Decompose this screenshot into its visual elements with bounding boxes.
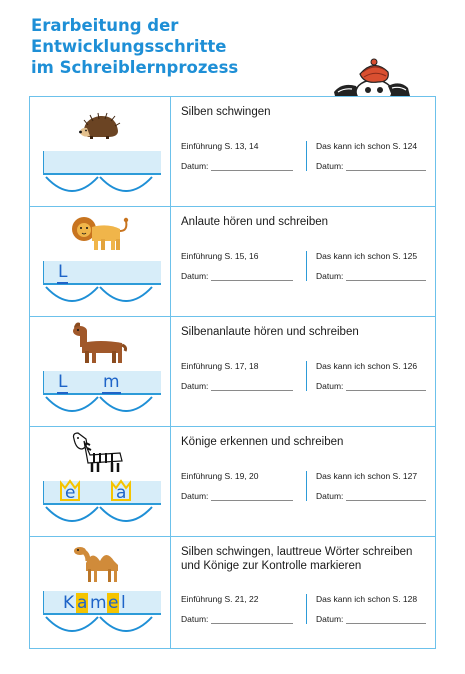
intro-reference: Einführung S. 13, 14	[181, 141, 259, 151]
writing-band	[43, 151, 161, 175]
row-heading-line-1: Silben schwingen, lauttreue Wörter schreiben	[181, 546, 413, 558]
syllable-start-letter: m	[103, 372, 120, 392]
intro-reference: Einführung S. 17, 18	[181, 361, 259, 371]
writing-line-tick	[43, 591, 44, 615]
illustration-cell	[30, 537, 171, 648]
llama-icon	[70, 321, 128, 365]
check-reference: Das kann ich schon S. 124	[316, 141, 418, 151]
intro-reference: Einführung S. 15, 16	[181, 251, 259, 261]
syllable-arcs	[44, 505, 156, 525]
date-field-line[interactable]	[211, 623, 293, 624]
word-letter: l	[121, 593, 126, 613]
date-label: Datum:	[316, 271, 344, 281]
zebra-icon	[70, 431, 128, 473]
writing-line-tick	[43, 151, 44, 175]
intro-reference: Einführung S. 19, 20	[181, 471, 259, 481]
info-cell	[171, 207, 435, 316]
column-separator	[306, 361, 307, 391]
info-cell	[171, 97, 435, 206]
vowel-letter: e	[65, 483, 76, 503]
word-letter-vowel: a	[77, 593, 88, 613]
check-reference: Das kann ich schon S. 126	[316, 361, 418, 371]
date-label: Datum:	[181, 161, 209, 171]
date-field-line[interactable]	[346, 170, 426, 171]
syllable-arcs	[44, 175, 156, 195]
check-reference: Das kann ich schon S. 125	[316, 251, 418, 261]
date-field-line[interactable]	[346, 390, 426, 391]
word-letter: m	[90, 593, 107, 613]
info-cell	[171, 317, 435, 426]
page-title	[31, 15, 361, 78]
table-row	[30, 97, 435, 207]
progress-table	[29, 96, 436, 649]
date-field-line[interactable]	[346, 623, 426, 624]
row-heading	[181, 545, 431, 573]
check-reference: Das kann ich schon S. 127	[316, 471, 418, 481]
date-field-line[interactable]	[211, 500, 293, 501]
vowel-letter: a	[116, 483, 127, 503]
row-heading: Silben schwingen	[181, 106, 271, 118]
date-label: Datum:	[316, 614, 344, 624]
row-heading: Anlaute hören und schreiben	[181, 216, 329, 228]
title-line-1: Erarbeitung der Entwicklungsschritte	[31, 16, 227, 56]
anlaut-letter: L	[58, 262, 68, 282]
table-row	[30, 317, 435, 427]
date-label: Datum:	[181, 381, 209, 391]
syllable-arcs	[44, 615, 156, 635]
date-label: Datum:	[181, 614, 209, 624]
check-reference: Das kann ich schon S. 128	[316, 594, 418, 604]
column-separator	[306, 594, 307, 624]
illustration-cell	[30, 97, 171, 206]
info-cell	[171, 537, 435, 648]
writing-line-tick	[43, 371, 44, 395]
info-cell	[171, 427, 435, 536]
illustration-cell	[30, 207, 171, 316]
writing-line-tick	[43, 481, 44, 505]
date-label: Datum:	[181, 491, 209, 501]
syllable-arcs	[44, 285, 156, 305]
row-heading: Silbenanlaute hören und schreiben	[181, 326, 359, 338]
word-letter-vowel: e	[108, 593, 119, 613]
hedgehog-icon	[78, 111, 122, 141]
row-heading-line-2: und Könige zur Kontrolle markieren	[181, 560, 362, 572]
date-field-line[interactable]	[346, 280, 426, 281]
syllable-start-letter: L	[58, 372, 68, 392]
date-label: Datum:	[316, 161, 344, 171]
intro-reference: Einführung S. 21, 22	[181, 594, 259, 604]
column-separator	[306, 141, 307, 171]
date-label: Datum:	[181, 271, 209, 281]
table-row	[30, 427, 435, 537]
syllable-arcs	[44, 395, 156, 415]
date-label: Datum:	[316, 381, 344, 391]
date-field-line[interactable]	[211, 280, 293, 281]
date-field-line[interactable]	[346, 500, 426, 501]
title-line-2: im Schreiblernprozess	[31, 58, 239, 77]
illustration-cell	[30, 427, 171, 536]
word-letter: K	[63, 593, 75, 613]
camel-icon	[72, 543, 124, 583]
lion-icon	[70, 213, 130, 253]
table-row	[30, 207, 435, 317]
date-field-line[interactable]	[211, 170, 293, 171]
row-heading: Könige erkennen und schreiben	[181, 436, 344, 448]
illustration-cell	[30, 317, 171, 426]
writing-line-tick	[43, 261, 44, 285]
date-field-line[interactable]	[211, 390, 293, 391]
column-separator	[306, 471, 307, 501]
date-label: Datum:	[316, 491, 344, 501]
table-row	[30, 537, 435, 648]
column-separator	[306, 251, 307, 281]
